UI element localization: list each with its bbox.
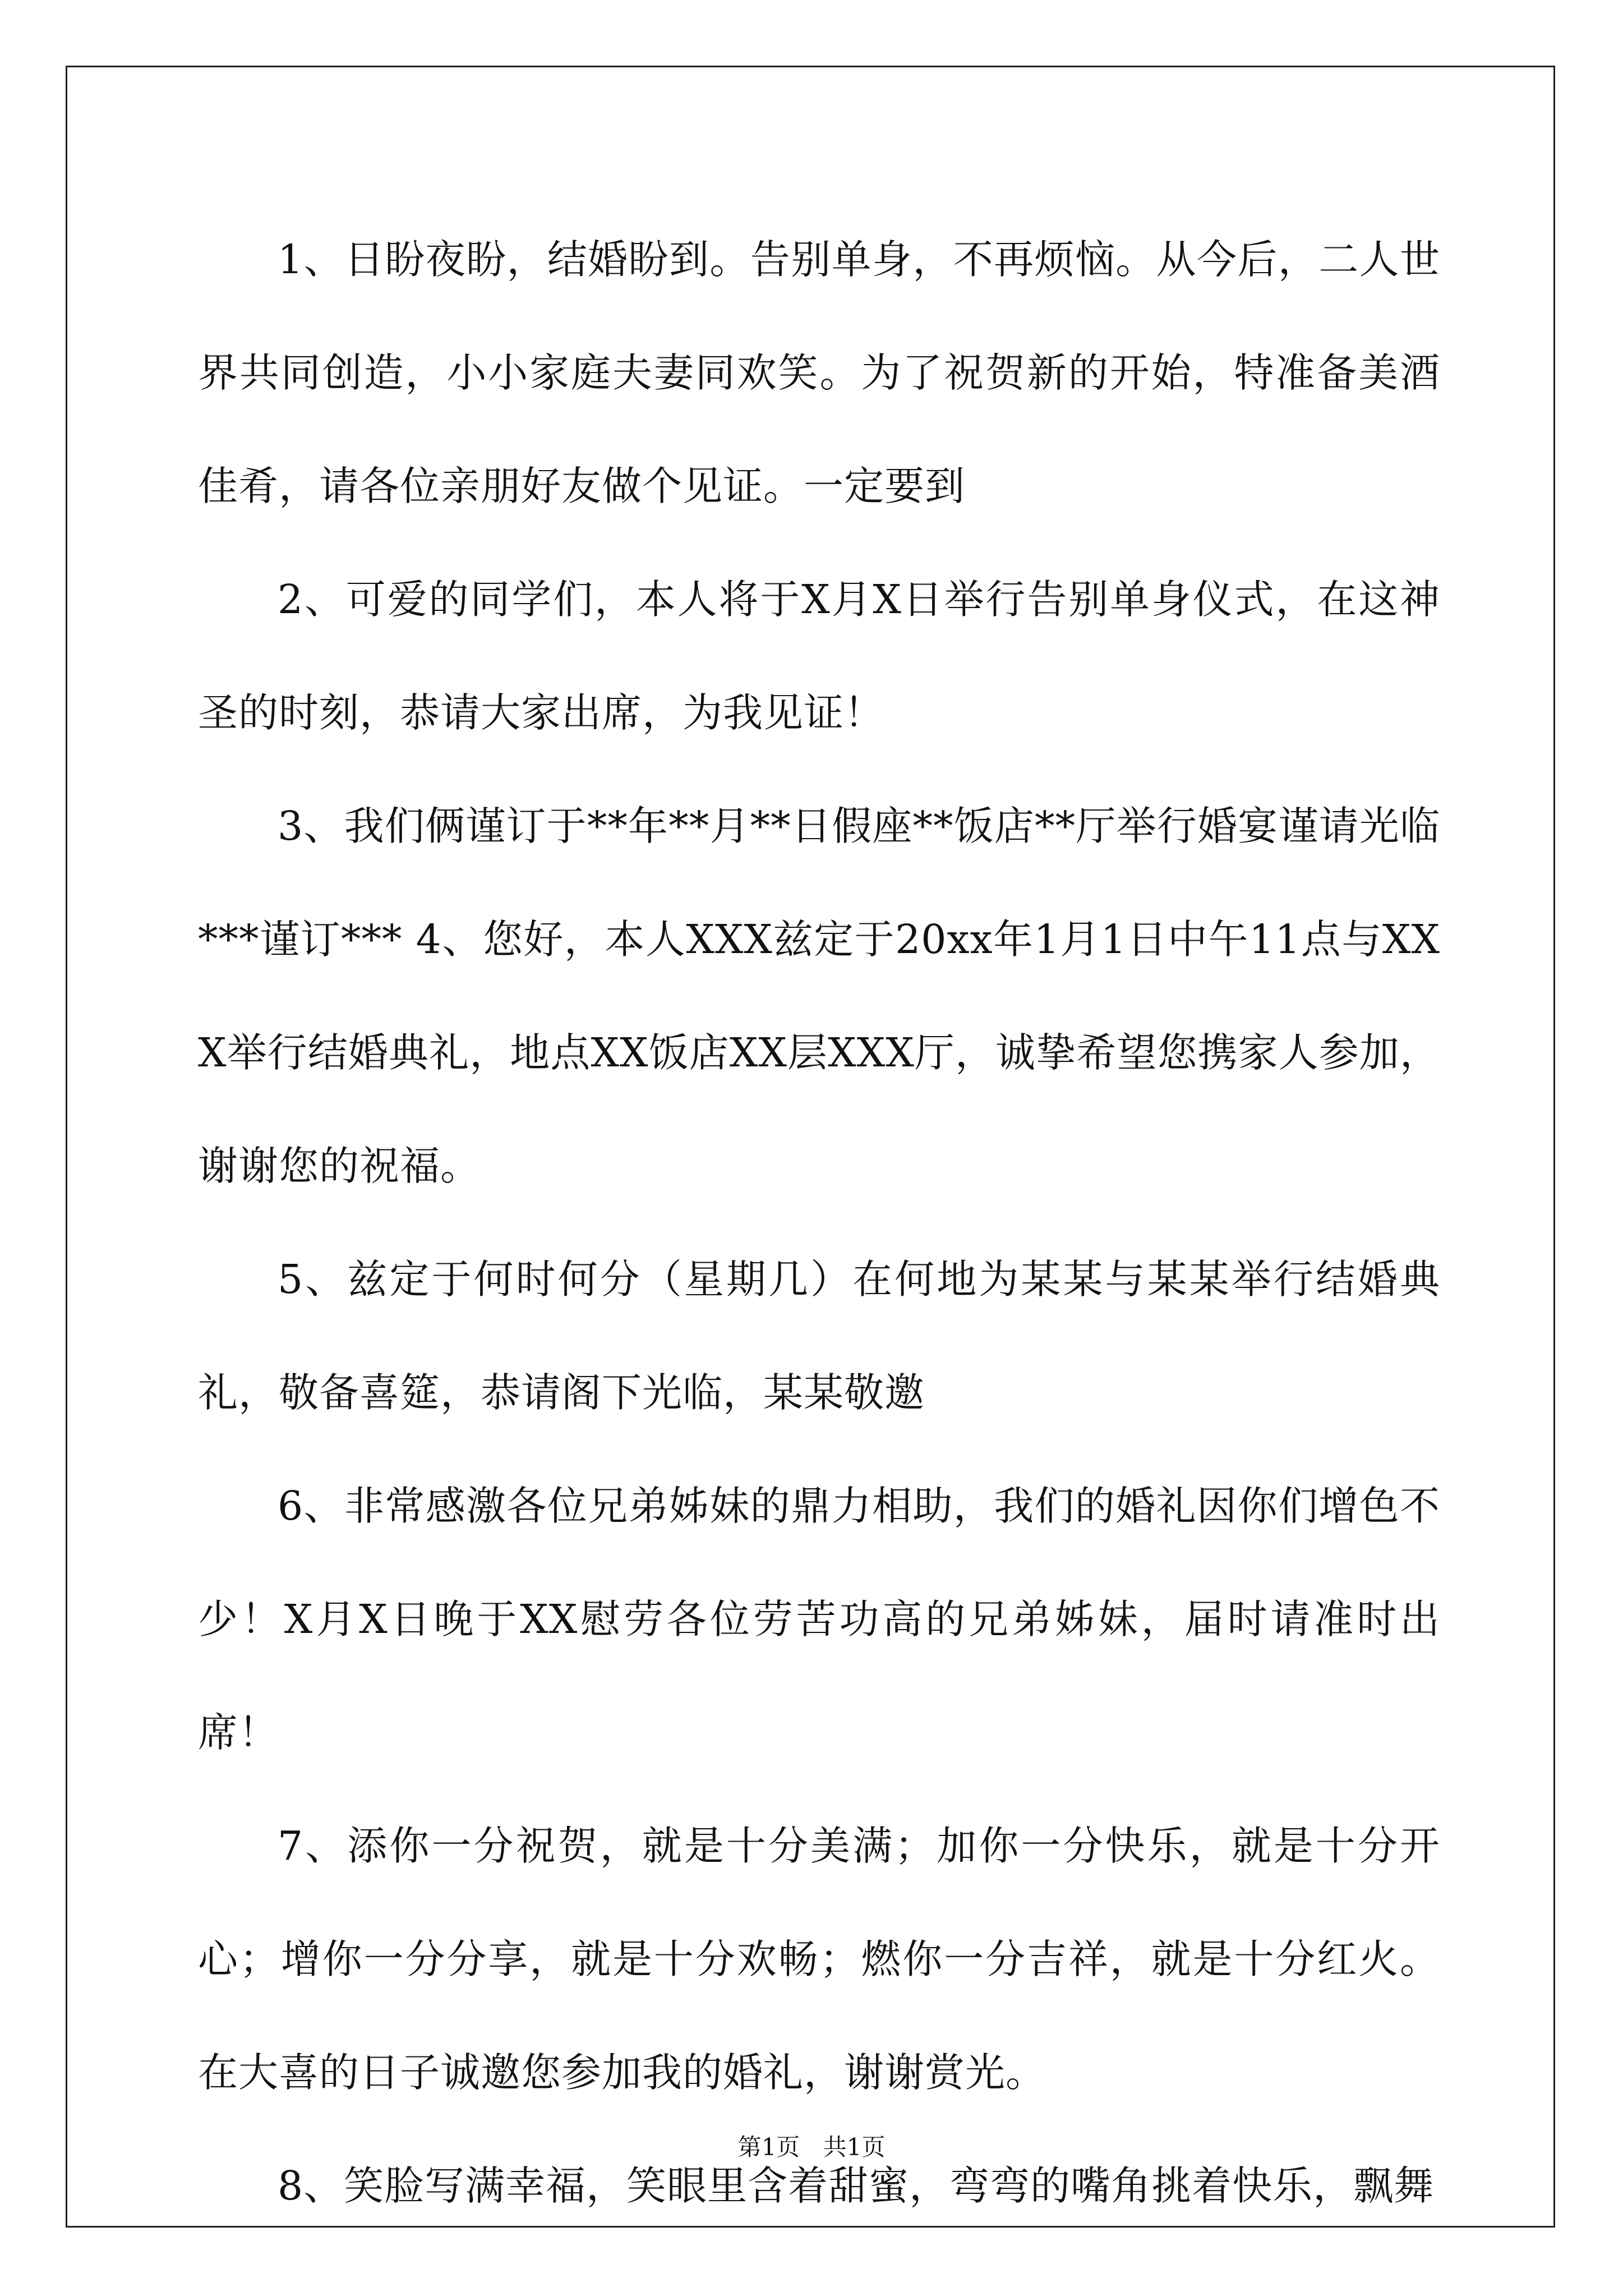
document-body: [198, 203, 1440, 2243]
paragraph-6: 7、添你一分祝贺，就是十分美满；加你一分快乐，就是十分开心；增你一分分享，就是十分欢畅；燃你一分吉祥，就是十分红火。在大喜的日子诚邀您参加我的婚礼，谢谢赏光。: [198, 1823, 1440, 2096]
page-footer: [0, 2129, 1623, 2162]
paragraph-1: 1、日盼夜盼，结婚盼到。告别单身，不再烦恼。从今后，二人世界共同创造，小小家庭夫妻同欢笑。为了祝贺新的开始，特准备美酒佳肴，请各位亲朋好友做个见证。一定要到: [198, 236, 1440, 509]
paragraph-5: 6、非常感激各位兄弟姊妹的鼎力相助，我们的婚礼因你们增色不少！X月X日晚于XX慰劳各位劳苦功高的兄弟姊妹，届时请准时出席！: [198, 1483, 1440, 1756]
paragraph-7: 8、笑脸写满幸福，笑眼里含着甜蜜，弯弯的嘴角挑着快乐，飘舞: [278, 2162, 1435, 2209]
paragraph-3: 3、我们俩谨订于**年**月**日假座**饭店**厅举行婚宴谨请光临***谨订*** 4、您好，本人XXX兹定于20xx年1月1日中午11点与XXX举行结婚典礼，地点XX饭店XX层XXX厅，诚挚希望您携家人参加，谢谢您的祝福。: [198, 803, 1440, 1189]
page-number-total: 共1页: [823, 2133, 886, 2161]
paragraph-4: 5、兹定于何时何分（星期几）在何地为某某与某某举行结婚典礼，敬备喜筵，恭请阁下光临，某某敬邀: [198, 1256, 1440, 1416]
paragraph-2: 2、可爱的同学们，本人将于X月X日举行告别单身仪式，在这神圣的时刻，恭请大家出席，为我见证！: [198, 576, 1440, 736]
page-number-current: 第1页: [737, 2133, 800, 2161]
